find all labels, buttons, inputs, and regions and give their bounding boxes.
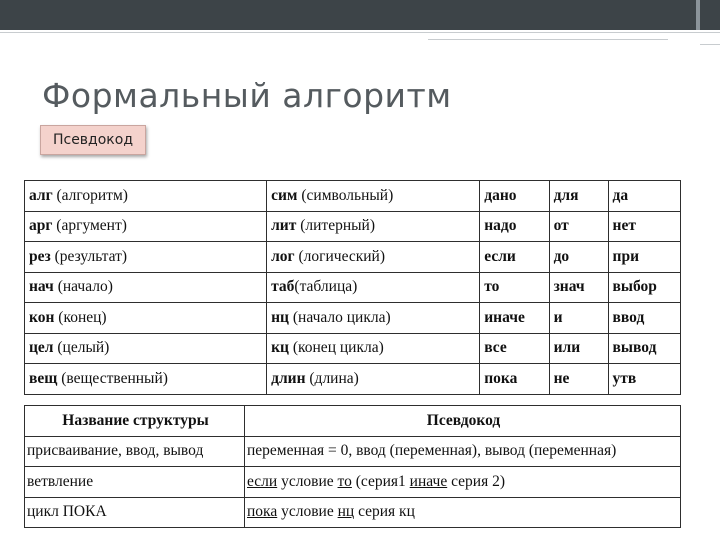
slide-rule-line [0,32,720,33]
pseudocode-text: условие [277,472,338,490]
slide-top-bar [0,0,720,30]
keyword: нач [29,278,54,296]
pseudocode-text: (серия1 [351,472,410,490]
keyword-description: (длина) [305,369,359,387]
keyword-cell [267,303,480,334]
keyword-cell [25,303,267,334]
keyword: вывод [612,339,657,357]
keyword-cell [549,272,608,303]
keyword-cell [608,181,680,212]
structures-table [24,405,681,528]
keyword: или [553,339,581,357]
keyword: сим [271,186,298,204]
keyword-cell [549,211,608,242]
keywords-row [25,333,681,364]
keyword: и [553,308,563,326]
slide-top-accent [696,0,700,30]
keyword-cell [608,242,680,273]
keyword-description: (литерный) [296,217,375,235]
keyword-cell [25,181,267,212]
keyword-cell [549,333,608,364]
pseudocode-text: серия 2) [447,472,505,490]
keyword: цел [29,339,54,357]
keyword: алг [29,186,53,204]
structure-name: ветвление [25,467,245,498]
keyword: кон [29,308,55,326]
keyword: все [484,339,507,357]
keyword-cell [267,364,480,395]
structure-name: цикл ПОКА [25,497,245,528]
keyword-cell [480,211,549,242]
keywords-row [25,364,681,395]
keyword-cell [608,333,680,364]
keyword-description: (логический) [294,247,386,265]
keyword: пока [484,369,518,387]
structure-row [25,436,681,467]
keyword-description: (вещественный) [57,369,168,387]
keyword: при [612,247,640,265]
keyword: длин [271,369,306,387]
structure-row [25,467,681,498]
keywords-row [25,211,681,242]
keyword-description: (символьный) [297,186,394,204]
keyword-cell [549,242,608,273]
keyword: таб [271,278,295,296]
keyword-cell [608,272,680,303]
keyword-cell [480,333,549,364]
keyword: то [484,278,500,296]
keyword: знач [553,278,585,296]
keyword: от [553,217,569,235]
keyword: рез [29,247,51,265]
keyword-cell [25,242,267,273]
pseudocode-keyword: то [337,472,352,490]
keyword-cell [549,181,608,212]
keyword: кц [271,339,289,357]
structures-header-code: Псевдокод [245,406,681,437]
keywords-row [25,242,681,273]
keyword-cell [267,272,480,303]
keyword-cell [25,272,267,303]
slide-subtitle: Псевдокод [40,125,146,155]
keyword-cell [480,364,549,395]
keyword-cell [267,181,480,212]
structure-name: присваивание, ввод, вывод [25,436,245,467]
keywords-row [25,181,681,212]
keyword: если [484,247,516,265]
keyword: для [553,186,579,204]
keyword: лит [271,217,297,235]
keyword-cell [480,272,549,303]
slide-rule-line [700,44,720,45]
keyword: вещ [29,369,58,387]
pseudocode-keyword: если [247,472,278,490]
keyword: утв [612,369,637,387]
pseudocode-keyword: нц [337,503,355,521]
structures-table-body [25,436,681,528]
keyword-description: (начало цикла) [288,308,391,326]
keyword-cell [267,333,480,364]
keyword-cell [267,211,480,242]
keyword-description: (начало) [53,278,113,296]
structures-header-name: Название структуры [25,406,245,437]
keyword-description: (конец) [54,308,107,326]
keyword: дано [484,186,517,204]
keyword-cell [25,333,267,364]
keyword: надо [484,217,517,235]
structure-pseudocode [245,436,681,467]
keyword: ввод [612,308,645,326]
keyword: арг [29,217,53,235]
pseudocode-text: условие [277,503,338,521]
keyword: нет [612,217,636,235]
keyword-description: (алгоритм) [52,186,128,204]
keyword: выбор [612,278,657,296]
keyword-cell [549,364,608,395]
keyword-cell [608,303,680,334]
pseudocode-keyword: иначе [409,472,448,490]
keyword-description: (целый) [53,339,110,357]
keywords-row [25,272,681,303]
slide-title: Формальный алгоритм [42,76,452,115]
structure-pseudocode [245,497,681,528]
slide-rule-line [428,39,668,40]
keyword-cell [608,211,680,242]
keywords-table-body [25,181,681,395]
keyword-cell [267,242,480,273]
keyword-description: (аргумент) [52,217,127,235]
keyword: нц [271,308,289,326]
keywords-table [24,180,681,395]
keyword-cell [608,364,680,395]
keywords-row [25,303,681,334]
structure-row [25,497,681,528]
keyword: да [612,186,629,204]
keyword-cell [25,364,267,395]
keyword-description: (таблица) [294,278,358,296]
structures-header-row [25,406,681,437]
keyword-cell [25,211,267,242]
keyword: не [553,369,570,387]
structure-pseudocode [245,467,681,498]
keyword: иначе [484,308,525,326]
keyword: до [553,247,570,265]
pseudocode-keyword: пока [247,503,278,521]
keyword-description: (результат) [50,247,128,265]
keyword-cell [480,242,549,273]
keyword-description: (конец цикла) [288,339,384,357]
keyword: лог [271,247,295,265]
keyword-cell [480,181,549,212]
pseudocode-text: серия кц [354,503,415,521]
keyword-cell [549,303,608,334]
pseudocode-text: переменная = 0, ввод (переменная), вывод (переменная) [247,442,617,460]
keyword-cell [480,303,549,334]
